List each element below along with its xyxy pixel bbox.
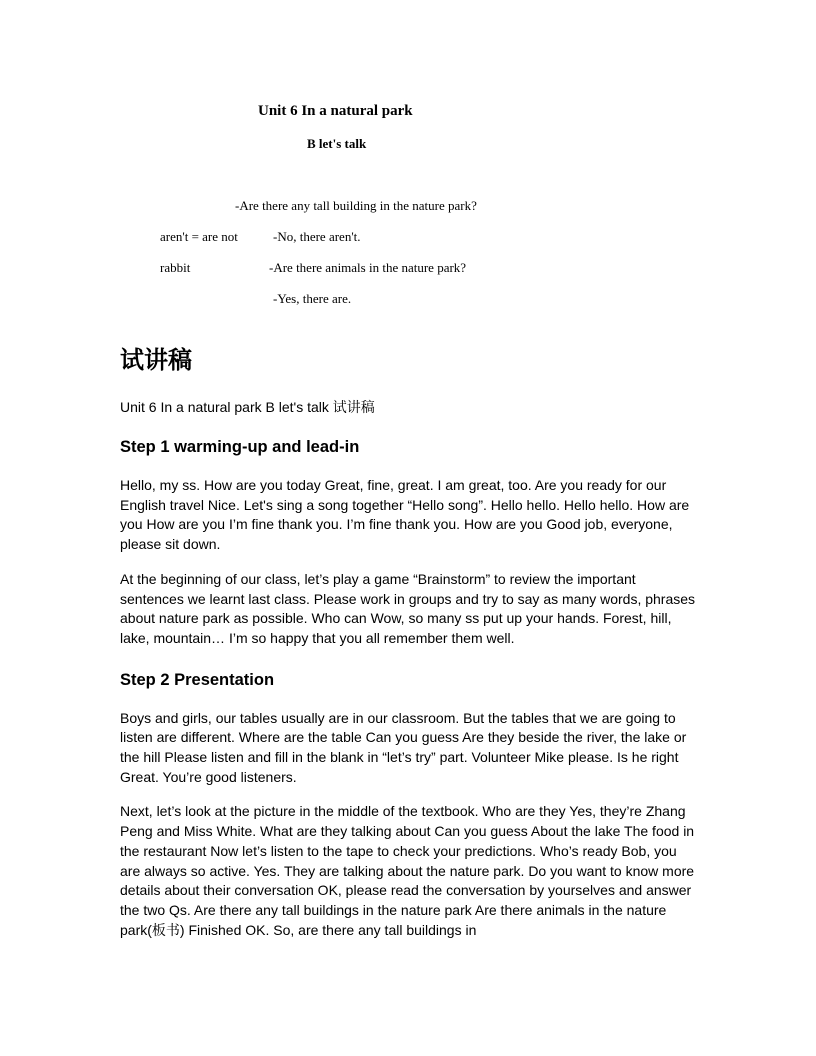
step1-paragraph-2: At the beginning of our class, let’s play a game “Brainstorm” to review the important sentences we learnt last class. Please work in groups and try to say as many words, phrases about nature park as possible. Who can Wow, so many ss put up your hands. Forest, hill, lake, mountain… I’m so happy that you all remember them well. [120, 570, 696, 646]
step2-paragraph-2: Next, let’s look at the picture in the middle of the textbook. Who are they Yes, they’re Zhang Peng and Miss White. What are they talking about Can you guess About the lake The food in the restaurant Now let’s listen to the tape to check your predictions. Who’s ready Bob, you are always so active. Yes. They are talking about the nature park. Do you want to know more details about their conversation OK, please read the conversation by yourselves and answer the two Qs. Are there any tall buildings in the nature park Are there animals in the nature park(板书) Finished OK. So, are there any tall buildings in [120, 803, 695, 938]
document-body [120, 436, 698, 955]
document-heading: 试讲稿 [120, 347, 192, 374]
step1-paragraph-1: Hello, my ss. How are you today Great, fine, great. I am great, too. Are you ready for our English travel Nice. Let's sing a song together “Hello song”. Hello hello. Hello hello. How are you How are you I’m fine thank you. I’m fine thank you. How are you Good job, everyone, please sit down. [120, 477, 690, 553]
step1-heading: Step 1 warming-up and lead-in [120, 438, 360, 456]
step2-heading: Step 2 Presentation [120, 670, 275, 689]
blackboard-answer-2: -Yes, there are. [273, 291, 352, 306]
unit-title: Unit 6 In a natural park [258, 103, 413, 119]
blackboard-note-1: aren't = are not [160, 229, 238, 244]
step2-paragraph-1: Boys and girls, our tables usually are in our classroom. But the tables that we are going to listen are different. Where are the table Can you guess Are they beside the river, the lake or the hill Please listen and fill in the blank in “let’s try” part. Volunteer Mike please. Is he right Great. You’re good listeners. [120, 709, 687, 785]
blackboard-question-2: -Are there animals in the nature park? [269, 260, 467, 275]
blackboard-answer-1: -No, there aren't. [273, 229, 361, 244]
blackboard-note-2: rabbit [160, 260, 191, 275]
document-title-line: Unit 6 In a natural park B let's talk 试讲稿 [120, 399, 375, 415]
lesson-subtitle: B let's talk [307, 136, 367, 151]
blackboard-question-1: -Are there any tall building in the nature park? [235, 198, 477, 213]
